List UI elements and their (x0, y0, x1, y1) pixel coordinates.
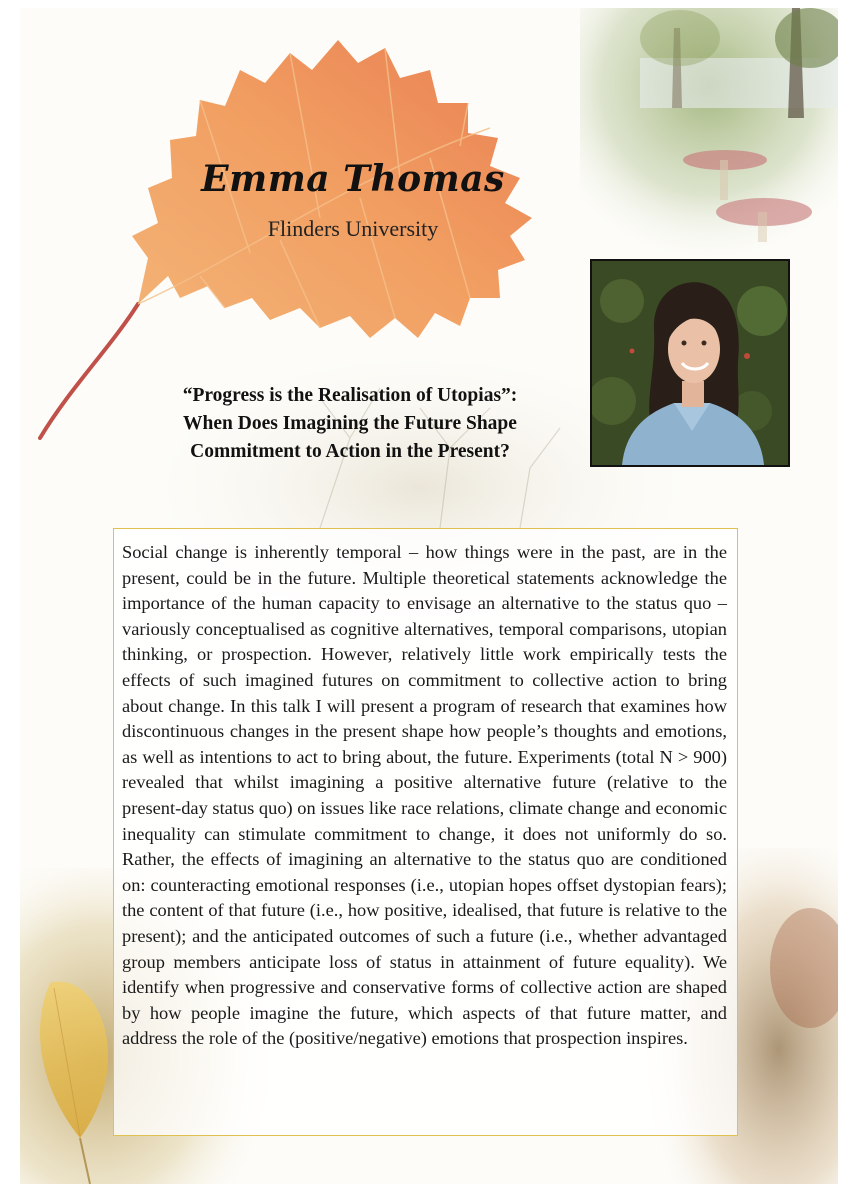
talk-title-line: When Does Imagining the Future Shape (183, 413, 517, 434)
flyer-page (20, 8, 838, 1184)
talk-title-line: “Progress is the Realisation of Utopias”: (182, 385, 518, 406)
abstract-text: Social change is inherently temporal – how things were in the past, are in the present, could be in the future. Multiple theoretical statements acknowledge the importance of the human capacity to envisage an alternative to the status quo – variously conceptualised as cognitive alternatives, temporal comparisons, utopian thinking, or prospection. However, relatively little work empirically tests the effects of such imagined futures on commitment to collective action to bring about change. In this talk I will present a program of research that examines how discontinuous changes in the present shape how people’s thoughts and emotions, as well as intentions to act to bring about, the future. Experiments (total N > 900) revealed that whilst imagining a positive alternative future (relative to the present-day status quo) on issues like race relations, climate change and economic inequality can stimulate commitment to change, it does not uniformly do so. Rather, the effects of imagining an alternative to the status quo are conditioned on: counteracting emotional responses (i.e., utopian hopes offset dystopian fears); the content of that future (i.e., how positive, idealised, that future is relative to the present); and the anticipated outcomes of such a future (i.e., whether advantaged group members anticipate loss of status in attainment of future equality). We identify when progressive and conservative forms of collective action are shaped by how people imagine the future, which aspects of that future matter, and address the role of the (positive/negative) emotions that prospection inspires. (122, 542, 727, 1049)
speaker-photo (590, 259, 790, 467)
talk-title (120, 382, 580, 466)
talk-title-line: Commitment to Action in the Present? (190, 441, 510, 462)
speaker-affiliation: Flinders University (267, 216, 439, 241)
speaker-name: Emma Thomas (201, 158, 505, 200)
